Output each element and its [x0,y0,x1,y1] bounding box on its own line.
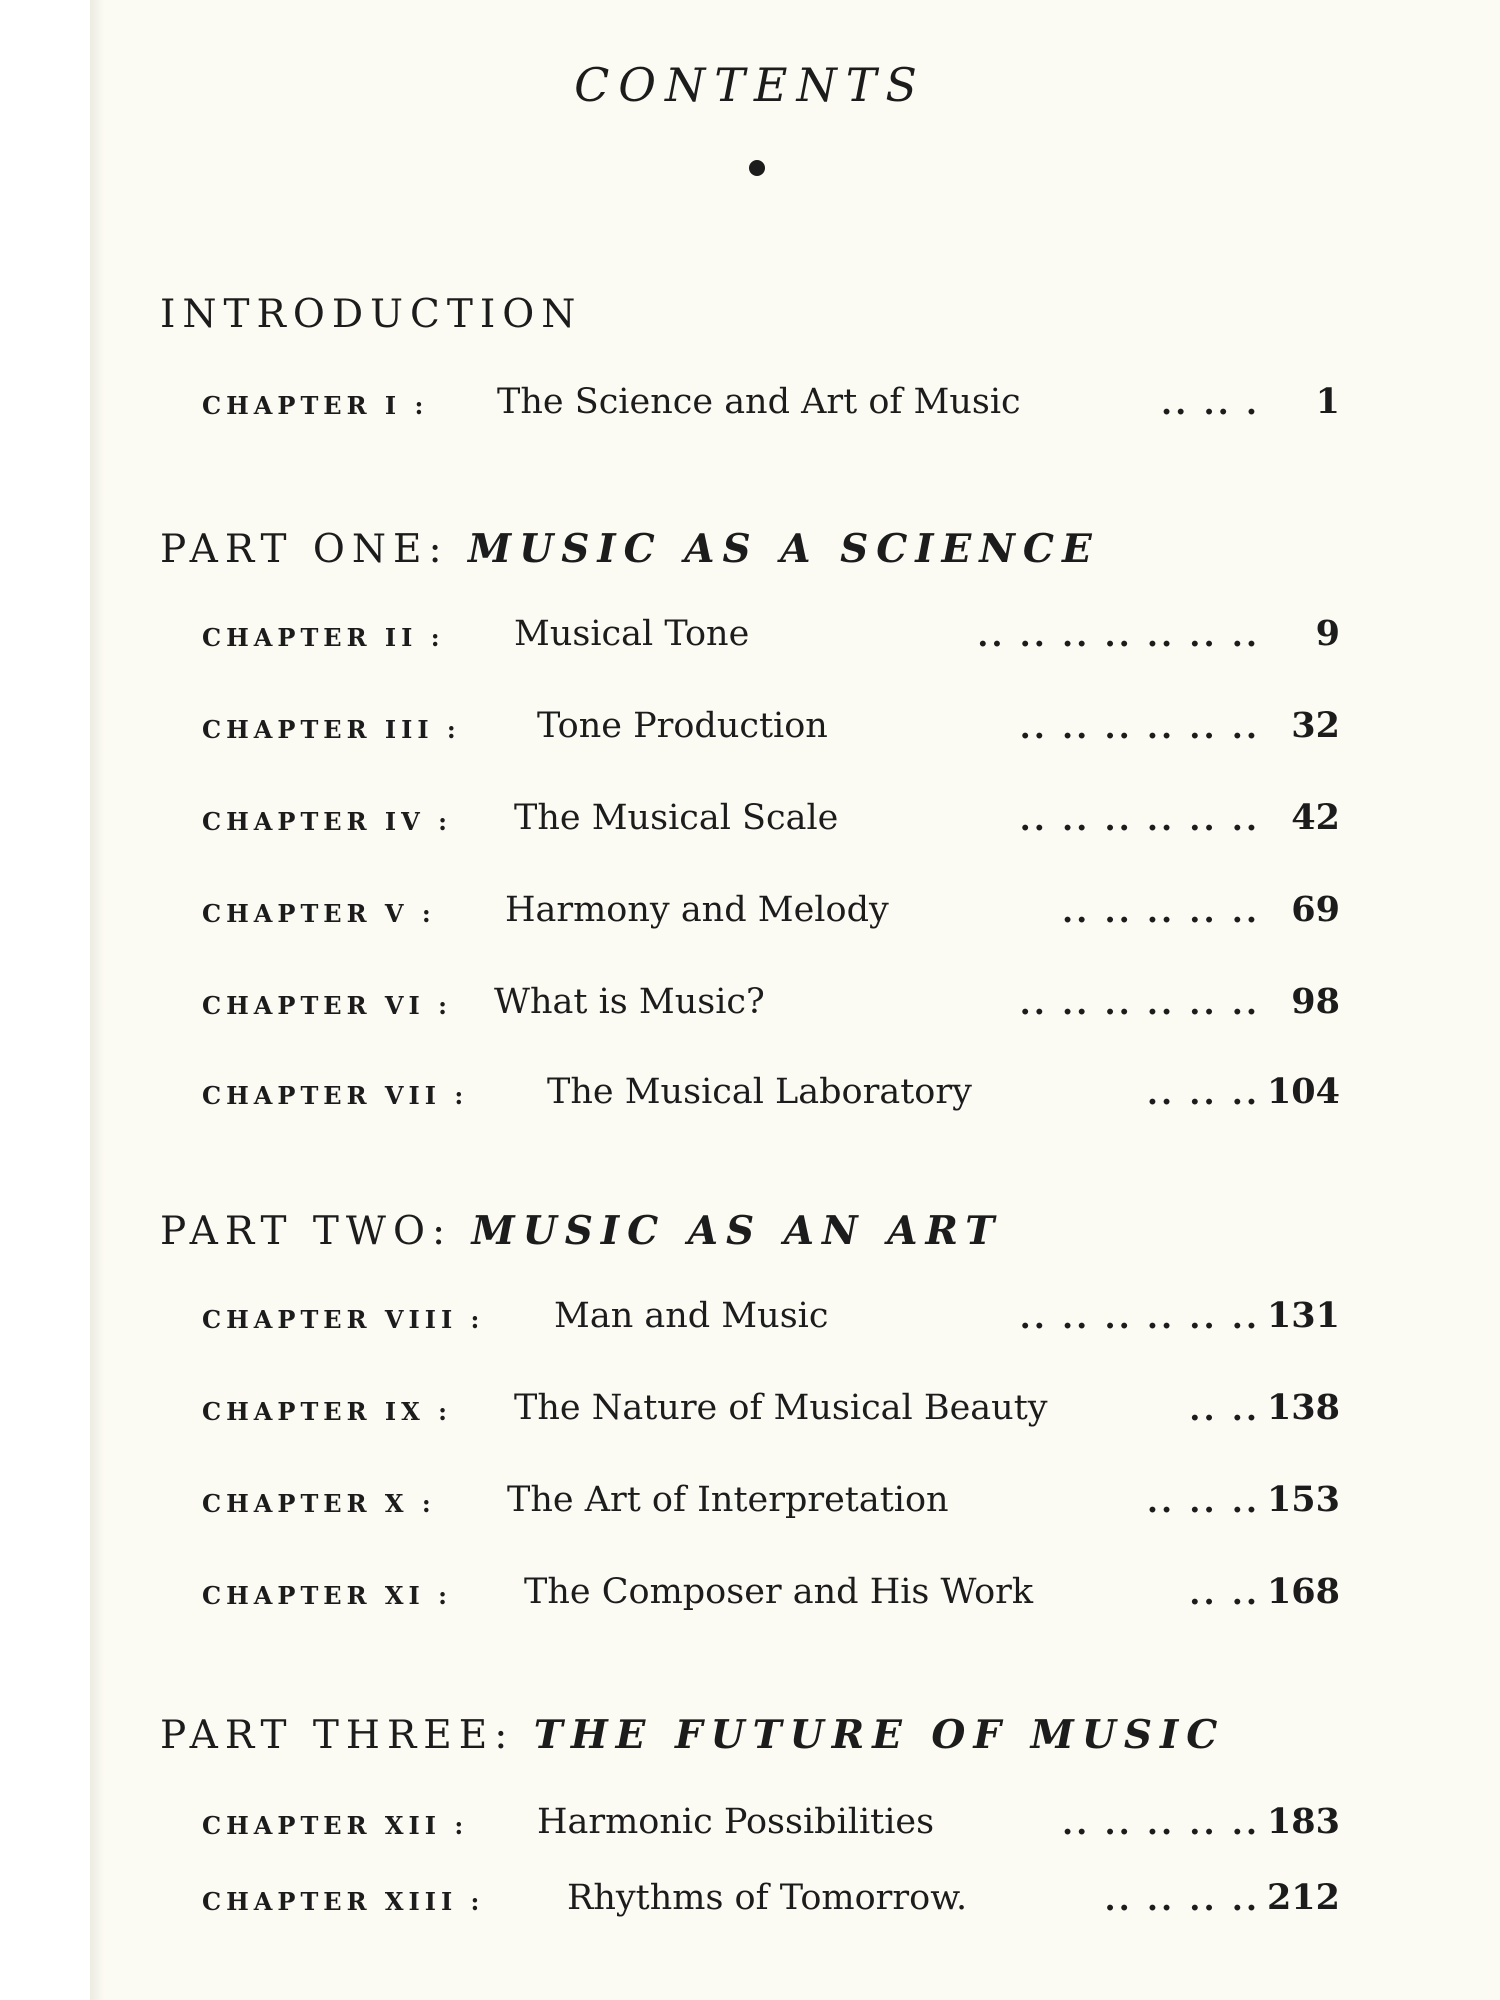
toc-entry-chapter-11[interactable] [202,1570,1340,1620]
dot-leader: .. .. .. .. .. .. [1019,1298,1260,1336]
section-heading-part-three [160,1712,1225,1758]
chapter-label: CHAPTER XI : [202,1581,452,1610]
dot-leader: .. .. .. .. .. .. [1019,800,1260,838]
dot-leader: .. .. .. .. .. .. [1019,708,1260,746]
chapter-title: Harmonic Possibilities [537,1802,935,1842]
chapter-label: CHAPTER VI : [202,991,452,1020]
chapter-title: The Nature of Musical Beauty [514,1388,1048,1428]
dot-leader: .. .. [1189,1390,1260,1428]
toc-entry-chapter-3[interactable] [202,704,1340,754]
chapter-label: CHAPTER VIII : [202,1305,485,1334]
chapter-label: CHAPTER XII : [202,1811,469,1840]
page-number: 9 [1315,613,1340,654]
toc-entry-chapter-8[interactable] [202,1294,1340,1344]
page-number: 138 [1266,1387,1340,1428]
dot-leader: .. .. .. [1146,1074,1260,1112]
bullet-ornament [749,160,765,176]
dot-leader: .. .. .. .. .. .. [1019,984,1260,1022]
section-heading-label: PART THREE: [160,1713,515,1758]
dot-leader: .. .. .. .. .. [1062,1804,1260,1842]
chapter-title: What is Music? [494,982,765,1022]
dot-leader: .. .. . [1161,384,1260,422]
chapter-label: CHAPTER IV : [202,807,452,836]
chapter-label: CHAPTER I : [202,391,429,420]
chapter-label: CHAPTER III : [202,715,461,744]
page-number: 153 [1266,1479,1340,1520]
toc-entry-chapter-2[interactable] [202,612,1340,662]
section-heading-label: INTRODUCTION [160,292,583,337]
section-heading-label: PART TWO: [160,1209,453,1254]
toc-entry-chapter-6[interactable] [202,980,1340,1030]
chapter-label: CHAPTER VII : [202,1081,469,1110]
chapter-label: CHAPTER V : [202,899,436,928]
page-number: 32 [1291,705,1340,746]
toc-entry-chapter-12[interactable] [202,1800,1340,1850]
chapter-title: Rhythms of Tomorrow. [567,1878,968,1918]
page-number: 1 [1315,381,1340,422]
toc-entry-chapter-9[interactable] [202,1386,1340,1436]
chapter-label: CHAPTER XIII : [202,1887,485,1916]
page-title: CONTENTS [574,58,926,112]
section-heading-introduction [160,292,582,337]
dot-leader: .. .. .. .. [1104,1880,1260,1918]
chapter-title: Tone Production [537,706,828,746]
chapter-title: Harmony and Melody [505,890,889,930]
page-number: 42 [1291,797,1340,838]
page-number: 69 [1291,889,1340,930]
toc-entry-chapter-10[interactable] [202,1478,1340,1528]
toc-entry-chapter-1[interactable] [202,380,1340,430]
page-number: 212 [1266,1877,1340,1918]
section-heading-part-one [160,526,1100,572]
chapter-title: The Science and Art of Music [497,382,1021,422]
dot-leader: .. .. [1189,1574,1260,1612]
toc-entry-chapter-13[interactable] [202,1876,1340,1926]
page-number: 183 [1266,1801,1340,1842]
section-heading-subtitle: MUSIC AS AN ART [471,1208,1003,1254]
dot-leader: .. .. .. .. .. [1062,892,1260,930]
page-number: 168 [1266,1571,1340,1612]
chapter-title: The Composer and His Work [524,1572,1034,1612]
chapter-label: CHAPTER X : [202,1489,436,1518]
toc-entry-chapter-7[interactable] [202,1070,1340,1120]
toc-entry-chapter-5[interactable] [202,888,1340,938]
page-number: 104 [1266,1071,1340,1112]
section-heading-label: PART ONE: [160,527,449,572]
dot-leader: .. .. .. .. .. .. .. [977,616,1260,654]
chapter-label: CHAPTER II : [202,623,445,652]
chapter-title: Man and Music [554,1296,829,1336]
toc-entry-chapter-4[interactable] [202,796,1340,846]
page-number: 98 [1291,981,1340,1022]
chapter-title: The Musical Laboratory [547,1072,972,1112]
paper-edge [90,0,104,2000]
chapter-title: Musical Tone [514,614,750,654]
chapter-title: The Musical Scale [514,798,839,838]
dot-leader: .. .. .. [1146,1482,1260,1520]
section-heading-subtitle: MUSIC AS A SCIENCE [468,526,1100,572]
section-heading-part-two [160,1208,1002,1254]
chapter-title: The Art of Interpretation [507,1480,949,1520]
section-heading-subtitle: THE FUTURE OF MUSIC [533,1712,1226,1758]
chapter-label: CHAPTER IX : [202,1397,452,1426]
page-number: 131 [1266,1295,1340,1336]
